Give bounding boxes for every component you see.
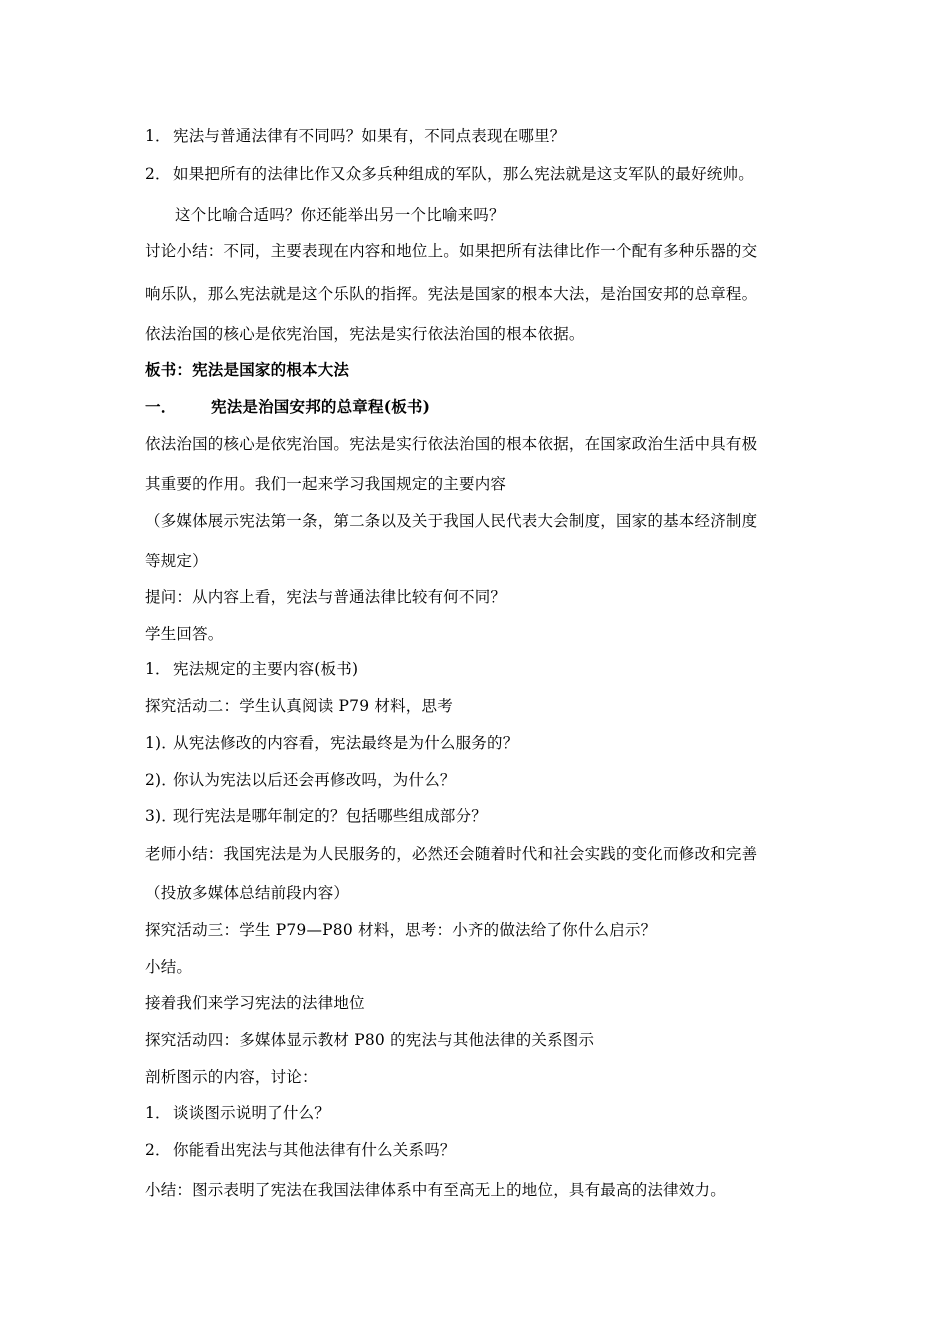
board-heading: 板书：宪法是国家的根本大法 [145, 360, 350, 379]
item-number: 1)． [145, 734, 178, 752]
paragraph-line: 探究活动二：学生认真阅读 P79 材料，思考 [145, 697, 453, 715]
item-number: 3)． [145, 807, 178, 825]
numbered-item [145, 1103, 330, 1123]
numbered-item [145, 659, 358, 679]
item-text: 宪法与普通法律有不同吗？如果有，不同点表现在哪里？ [173, 127, 566, 145]
numbered-item [145, 806, 487, 826]
paragraph-line: 提问：从内容上看，宪法与普通法律比较有何不同？ [145, 588, 507, 606]
discussion-summary-line-3: 依法治国的核心是依宪治国，宪法是实行依法治国的根本依据。 [145, 325, 585, 343]
paragraph-line: 接着我们来学习宪法的法律地位 [145, 994, 365, 1012]
discussion-summary-line-1: 讨论小结：不同，主要表现在内容和地位上。如果把所有法律比作一个配有多种乐器的交 [145, 242, 758, 260]
paragraph-line: （投放多媒体总结前段内容） [145, 884, 350, 902]
question-item-1 [145, 126, 566, 146]
item-number: 2)． [145, 771, 178, 789]
item-text: 你能看出宪法与其他法律有什么关系吗？ [173, 1141, 456, 1159]
paragraph-line: 学生回答。 [145, 625, 224, 643]
question-item-2-continued: 这个比喻合适吗？你还能举出另一个比喻来吗？ [175, 206, 505, 224]
paragraph-line: 小结。 [145, 958, 193, 976]
item-number: 1． [145, 1104, 171, 1122]
numbered-item [145, 770, 456, 790]
item-number: 2． [145, 165, 171, 183]
paragraph-line: 探究活动三：学生 P79—P80 材料，思考：小齐的做法给了你什么启示？ [145, 921, 657, 939]
paragraph-line: 依法治国的核心是依宪治国。宪法是实行依法治国的根本依据，在国家政治生活中具有极 [145, 435, 758, 453]
paragraph-line: （多媒体展示宪法第一条，第二条以及关于我国人民代表大会制度，国家的基本经济制度 [145, 512, 758, 530]
paragraph-line: 小结：图示表明了宪法在我国法律体系中有至高无上的地位，具有最高的法律效力。 [145, 1181, 726, 1199]
numbered-item [145, 733, 518, 753]
item-number: 2． [145, 1141, 171, 1159]
paragraph-line: 探究活动四：多媒体显示教材 P80 的宪法与其他法律的关系图示 [145, 1031, 595, 1049]
item-text: 你认为宪法以后还会再修改吗，为什么？ [173, 771, 456, 789]
paragraph-line: 其重要的作用。我们一起来学习我国规定的主要内容 [145, 475, 507, 493]
item-text: 从宪法修改的内容看，宪法最终是为什么服务的？ [173, 734, 519, 752]
discussion-summary-line-2: 响乐队，那么宪法就是这个乐队的指挥。宪法是国家的根本大法，是治国安邦的总章程。 [145, 285, 758, 303]
item-text: 宪法规定的主要内容(板书) [173, 660, 359, 678]
section-title: 宪法是治国安邦的总章程(板书) [211, 397, 431, 416]
paragraph-line: 剖析图示的内容，讨论： [145, 1068, 318, 1086]
question-item-2 [145, 164, 754, 184]
item-number: 1． [145, 660, 171, 678]
section-heading-1 [145, 397, 430, 417]
item-number: 1． [145, 127, 171, 145]
paragraph-line: 等规定） [145, 552, 208, 570]
numbered-item [145, 1140, 456, 1160]
paragraph-line: 老师小结：我国宪法是为人民服务的，必然还会随着时代和社会实践的变化而修改和完善 [145, 845, 758, 863]
item-text: 现行宪法是哪年制定的？包括哪些组成部分？ [173, 807, 488, 825]
item-text: 如果把所有的法律比作又众多兵种组成的军队，那么宪法就是这支军队的最好统帅。 [173, 165, 754, 183]
item-text: 谈谈图示说明了什么？ [173, 1104, 331, 1122]
section-number: 一． [145, 397, 177, 416]
